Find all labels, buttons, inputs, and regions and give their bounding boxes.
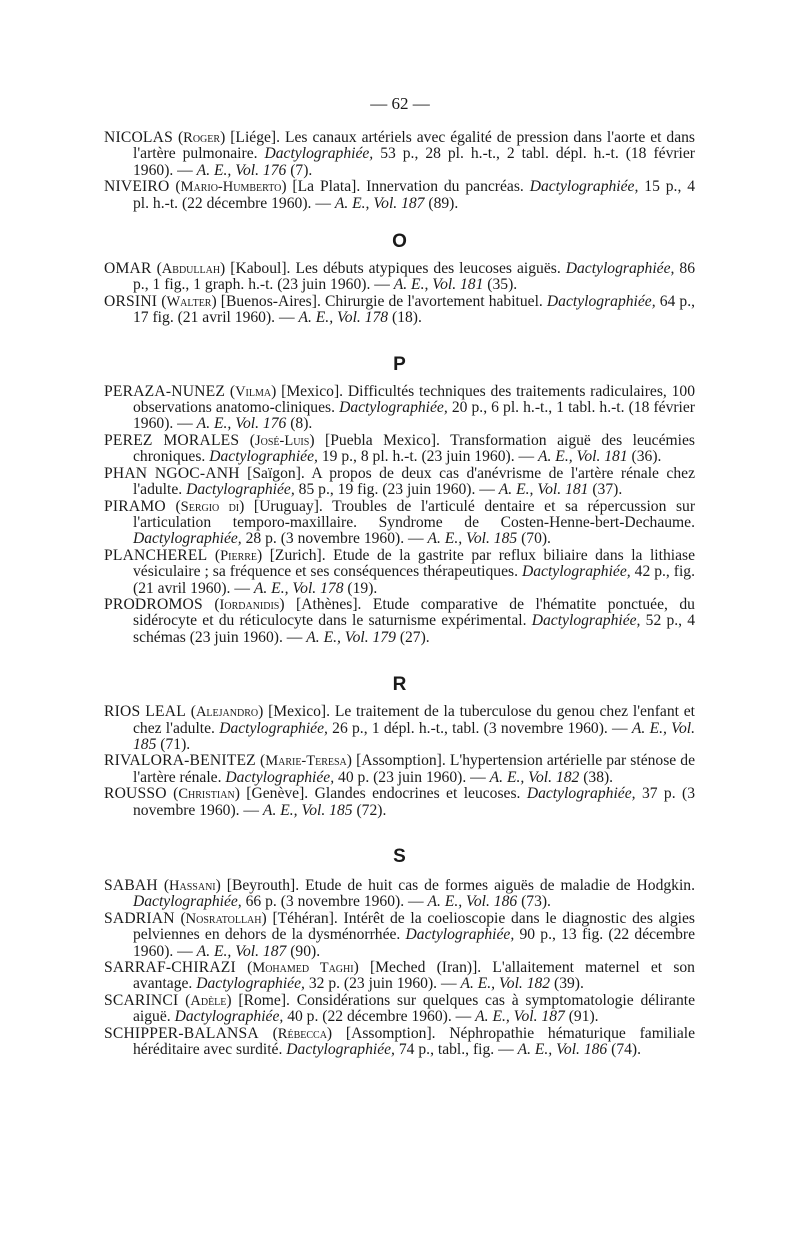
- place: Meched (Iran): [375, 959, 473, 977]
- place: Genève: [251, 785, 300, 803]
- entry-reference: A. E., Vol. 185: [133, 719, 695, 753]
- entry-number: (36).: [631, 448, 662, 466]
- entry-details: 86 p., 1 fig., 1 graph. h.-t. (23 juin 1960).: [133, 260, 696, 294]
- entry-reference: A. E., Vol. 176: [196, 161, 287, 179]
- entry-reference: A. E., Vol. 182: [460, 975, 551, 993]
- author-surname: PLANCHEREL: [104, 546, 208, 564]
- entry-number: (72).: [356, 801, 387, 819]
- place: Kaboul: [235, 260, 282, 278]
- entry-title: A propos de deux cas d'anévrisme de l'artère rénale chez l'adulte.: [133, 464, 695, 499]
- entry-journal: Dactylographiée,: [405, 926, 515, 944]
- bibliography-entry: PHAN NGOC-ANH [Saïgon]. A propos de deux cas d'anévrisme de l'artère rénale chez l'adulte. Dactylographiée, 85 p., 19 fig. (23 juin 1960). — A. E., Vol. 181 (37).: [104, 464, 695, 499]
- entry-reference: A. E., Vol. 181: [393, 276, 484, 294]
- author-surname: RIOS LEAL: [104, 703, 186, 721]
- entry-number: (7).: [290, 161, 313, 179]
- bibliography-entry: RIOS LEAL (Alejandro) [Mexico]. Le traitement de la tuberculose du genou chez l'enfant et chez l'adulte. Dactylographiée, 26 p., 1 dépl. h.-t., tabl. (3 novembre 1960). — A. E., Vol. 185 (71).: [104, 703, 695, 753]
- bibliography-entry: PLANCHEREL (Pierre) [Zurich]. Etude de la gastrite par reflux biliaire dans la lithiase vésiculaire ; sa fréquence et ses conséquences thérapeutiques. Dactylographiée, 42 p., fig. (21 avril 1960). — A. E., Vol. 178 (19).: [104, 546, 696, 597]
- entry-title: L'hypertension artérielle par sténose de l'artère rénale.: [133, 752, 696, 786]
- entry-details: 40 p. (22 décembre 1960).: [287, 1008, 452, 1026]
- place: Zurich: [274, 546, 317, 564]
- bibliography-list: [104, 130, 695, 1058]
- entry-title: Glandes endocrines et leucoses.: [314, 785, 521, 803]
- author-given-name: Mohamed Taghi: [252, 960, 354, 977]
- bibliography-entry: ORSINI (Walter) [Buenos-Aires]. Chirurgie de l'avortement habituel. Dactylographiée, 64 p., 17 fig. (21 avril 1960). — A. E., Vol. 178 (18).: [104, 292, 695, 327]
- author-given-name: Rébecca: [277, 1025, 327, 1042]
- entry-reference: A. E., Vol. 182: [489, 768, 580, 786]
- entry-details: 40 p. (23 juin 1960).: [338, 768, 467, 786]
- entry-reference: A. E., Vol. 179: [306, 628, 396, 646]
- section-n: [104, 130, 695, 212]
- entry-reference: A. E., Vol. 178: [253, 579, 344, 597]
- bibliography-entry: NICOLAS (Roger) [Liége]. Les canaux artériels avec égalité de pression dans l'aorte et dans l'artère pulmonaire. Dactylographiée, 53 p., 28 pl. h.-t., 2 tabl. dépl. h.-t. (18 février 1960). — A. E., Vol. 176 (7).: [104, 129, 695, 179]
- entry-number: (89).: [428, 194, 459, 212]
- entry-number: (37).: [592, 481, 623, 499]
- entry-journal: Dactylographiée,: [174, 1008, 284, 1026]
- entry-journal: Dactylographiée,: [219, 719, 328, 737]
- section-p: [104, 384, 695, 647]
- entry-reference: A. E., Vol. 185: [262, 801, 353, 819]
- author-given-name: Roger: [183, 130, 221, 146]
- bibliography-entry: NIVEIRO (Mario-Humberto) [La Plata]. Innervation du pancréas. Dactylographiée, 15 p., 4 pl. h.-t. (22 décembre 1960). — A. E., Vol. 187 (89).: [104, 178, 696, 212]
- entry-details: 85 p., 19 fig. (23 juin 1960).: [298, 481, 476, 499]
- section-letter-s: S: [393, 846, 406, 867]
- bibliography-entry: SABAH (Hassani) [Beyrouth]. Etude de huit cas de formes aiguës de maladie de Hodgkin. Dactylographiée, 66 p. (3 novembre 1960). — A. E., Vol. 186 (73).: [104, 877, 696, 911]
- author-surname: ORSINI: [104, 292, 158, 310]
- entry-reference: A. E., Vol. 187: [475, 1008, 565, 1026]
- author-surname: PRODROMOS: [104, 595, 203, 613]
- entry-details: 19 p., 8 pl. h.-t. (23 juin 1960).: [321, 448, 515, 466]
- entry-number: (90).: [290, 942, 321, 960]
- entry-title: Le traitement de la tuberculose du genou chez l'enfant et chez l'adulte.: [133, 703, 695, 737]
- entry-reference: A. E., Vol. 181: [537, 448, 628, 466]
- author-surname: SCHIPPER-BALANSA: [104, 1024, 259, 1042]
- place: Rome: [243, 991, 281, 1009]
- entry-number: (73).: [521, 893, 551, 911]
- entry-journal: Dactylographiée,: [531, 612, 641, 630]
- entry-reference: A. E., Vol. 187: [334, 194, 425, 212]
- author-surname: SADRIAN: [104, 909, 175, 927]
- entry-details: 42 p., fig. (21 avril 1960).: [133, 563, 696, 597]
- entry-details: 66 p. (3 novembre 1960).: [245, 893, 405, 911]
- entry-journal: Dactylographiée,: [565, 260, 675, 278]
- section-o: [104, 261, 695, 327]
- entry-details: 28 p. (3 novembre 1960).: [245, 530, 405, 548]
- entry-details: 37 p. (3 novembre 1960).: [133, 785, 696, 819]
- author-surname: PHAN NGOC-ANH: [104, 464, 240, 482]
- author-given-name: Iordanidis: [219, 596, 280, 613]
- entry-reference: A. E., Vol. 186: [517, 1041, 608, 1059]
- entry-number: (74).: [611, 1041, 642, 1059]
- entry-reference: A. E., Vol. 176: [196, 415, 287, 433]
- place: Puebla Mexico: [330, 431, 431, 449]
- place: Liége: [235, 129, 271, 146]
- entry-journal: Dactylographiée,: [133, 530, 242, 548]
- section-r: [104, 704, 695, 819]
- entry-details: 90 p., 13 fig. (22 décembre 1960).: [133, 926, 696, 960]
- entry-journal: Dactylographiée,: [264, 145, 374, 163]
- entry-reference: A. E., Vol. 181: [498, 481, 589, 499]
- entry-title: Les débuts atypiques des leucoses aiguës.: [295, 260, 561, 278]
- place: La Plata: [297, 178, 352, 196]
- bibliography-entry: OMAR (Abdullah) [Kaboul]. Les débuts atypiques des leucoses aiguës. Dactylographiée, 86 p., 1 fig., 1 graph. h.-t. (23 juin 1960). — A. E., Vol. 181 (35).: [104, 260, 696, 294]
- bibliography-entry: SARRAF-CHIRAZI (Mohamed Taghi) [Meched (Iran)]. L'allaitement maternel et son avantage. Dactylographiée, 32 p. (23 juin 1960). — A. E., Vol. 182 (39).: [104, 959, 695, 993]
- author-surname: PEREZ MORALES: [104, 431, 240, 449]
- entry-journal: Dactylographiée,: [339, 399, 448, 417]
- author-given-name: Alejandro: [195, 704, 259, 721]
- author-given-name: Adèle: [190, 992, 227, 1009]
- section-letter-p: P: [393, 353, 406, 375]
- author-surname: ROUSSO: [104, 785, 167, 803]
- entry-journal: Dactylographiée,: [196, 975, 305, 993]
- section-letter-r: R: [392, 674, 407, 696]
- author-surname: NIVEIRO: [104, 178, 170, 196]
- author-given-name: Abdullah: [161, 261, 221, 278]
- entry-reference: A. E., Vol. 187: [196, 942, 287, 960]
- entry-title: Transformation aiguë des leucémies chroniques.: [133, 431, 695, 466]
- entry-journal: Dactylographiée,: [133, 893, 242, 911]
- bibliography-entry: ROUSSO (Christian) [Genève]. Glandes endocrines et leucoses. Dactylographiée, 37 p. (3 novembre 1960). — A. E., Vol. 185 (72).: [104, 785, 696, 819]
- bibliography-entry: PIRAMO (Sergio di) [Uruguay]. Troubles de l'articulé dentaire et sa répercussion sur l'articulation temporo-maxillaire. Syndrome de Costen-Henne-bert-Dechaume. Dactylographiée, 28 p. (3 novembre 1960). — A. E., Vol. 185 (70).: [104, 497, 696, 548]
- author-surname: OMAR: [104, 260, 152, 278]
- author-surname: PERAZA-NUNEZ: [104, 382, 226, 400]
- author-given-name: José-Luis: [254, 432, 310, 449]
- bibliography-entry: PEREZ MORALES (José-Luis) [Puebla Mexico]. Transformation aiguë des leucémies chroniques. Dactylographiée, 19 p., 8 pl. h.-t. (23 juin 1960). — A. E., Vol. 181 (36).: [104, 431, 695, 466]
- entry-title: Chirurgie de l'avortement habituel.: [324, 292, 543, 310]
- section-s: [104, 878, 695, 1058]
- author-surname: SARRAF-CHIRAZI: [104, 959, 236, 977]
- author-given-name: Sergio di: [180, 498, 240, 515]
- author-given-name: Nosratollah: [185, 910, 262, 927]
- entry-number: (39).: [554, 975, 584, 993]
- entry-journal: Dactylographiée,: [529, 178, 639, 196]
- bibliography-entry: SCARINCI (Adèle) [Rome]. Considérations sur quelques cas à symptomatologie délirante aiguë. Dactylographiée, 40 p. (22 décembre 1960). — A. E., Vol. 187 (91).: [104, 991, 695, 1026]
- place: Mexico: [273, 703, 321, 721]
- entry-title: Néphropathie hématurique familiale héréditaire avec surdité.: [133, 1024, 695, 1059]
- entry-journal: Dactylographiée,: [186, 481, 295, 499]
- entry-details: 74 p., tabl., fig.: [398, 1041, 495, 1059]
- entry-details: 15 p., 4 pl. h.-t. (22 décembre 1960).: [133, 178, 696, 212]
- entry-journal: Dactylographiée,: [286, 1041, 395, 1059]
- place: Téhéran: [277, 909, 329, 927]
- author-given-name: Vilma: [235, 383, 272, 400]
- entry-number: (35).: [487, 276, 518, 294]
- place: Athènes: [301, 595, 353, 613]
- entry-title: L'allaitement maternel et son avantage.: [133, 959, 695, 993]
- page-number: — 62 —: [370, 94, 430, 113]
- section-letter-o: O: [392, 231, 407, 253]
- entry-reference: A. E., Vol. 178: [298, 309, 389, 327]
- entry-number: (19).: [347, 579, 378, 597]
- entry-number: (27).: [399, 628, 430, 646]
- place: Buenos-Aires: [225, 292, 312, 310]
- entry-details: 20 p., 6 pl. h.-t., 1 tabl. h.-t. (18 février 1960).: [133, 399, 696, 433]
- author-surname: RIVALORA-BENITEZ: [104, 752, 256, 770]
- author-given-name: Mario-Humberto: [180, 179, 282, 196]
- entry-number: (8).: [290, 415, 313, 433]
- entry-title: Etude comparative de l'hématite ponctuée, du sidérocyte et du réticulocyte dans le saturnisme expérimental.: [133, 595, 695, 630]
- entry-number: (18).: [392, 309, 422, 327]
- author-surname: SABAH: [104, 877, 158, 894]
- place: Beyrouth: [231, 877, 291, 894]
- entry-reference: A. E., Vol. 186: [427, 893, 518, 911]
- entry-number: (71).: [160, 735, 191, 753]
- author-given-name: Walter: [166, 293, 212, 310]
- place: Mexico: [286, 382, 334, 400]
- author-surname: SCARINCI: [104, 991, 179, 1009]
- entry-reference: A. E., Vol. 185: [427, 530, 518, 548]
- bibliography-entry: SADRIAN (Nosratollah) [Téhéran]. Intérêt de la coelioscopie dans le diagnostic des algies pelviennes en dehors de la dysménorrhée. Dactylographiée, 90 p., 13 fig. (22 décembre 1960). — A. E., Vol. 187 (90).: [104, 909, 696, 960]
- entry-details: 53 p., 28 pl. h.-t., 2 tabl. dépl. h.-t. (18 février 1960).: [133, 145, 695, 179]
- entry-title: Etude de huit cas de formes aiguës de maladie de Hodgkin.: [305, 877, 696, 894]
- entry-journal: Dactylographiée,: [209, 448, 318, 466]
- entry-title: Troubles de l'articulé dentaire et sa répercussion sur l'articulation temporo-maxillaire. Syndrome de Costen-Henne-bert-Dechaume.: [133, 497, 696, 531]
- author-given-name: Christian: [178, 786, 235, 803]
- bibliography-entry: RIVALORA-BENITEZ (Marie-Teresa) [Assomption]. L'hypertension artérielle par sténose de l'artère rénale. Dactylographiée, 40 p. (23 juin 1960). — A. E., Vol. 182 (38).: [104, 752, 696, 786]
- entry-title: Difficultés techniques des traitements radiculaires, 100 observations anatomo-cliniques.: [133, 382, 695, 417]
- entry-number: (91).: [568, 1008, 599, 1026]
- author-surname: PIRAMO: [104, 497, 166, 515]
- entry-details: 52 p., 4 schémas (23 juin 1960).: [133, 612, 696, 646]
- entry-title: Les canaux artériels avec égalité de pression dans l'aorte et dans l'artère pulmonaire.: [133, 129, 695, 163]
- place: Assomption: [361, 752, 437, 770]
- entry-journal: Dactylographiée,: [526, 785, 636, 803]
- author-surname: NICOLAS: [104, 129, 173, 146]
- place: Assomption: [351, 1024, 427, 1042]
- entry-journal: Dactylographiée,: [521, 563, 631, 581]
- place: Uruguay: [259, 497, 314, 515]
- entry-journal: Dactylographiée,: [225, 768, 335, 786]
- entry-journal: Dactylographiée,: [546, 292, 656, 310]
- bibliography-entry: PERAZA-NUNEZ (Vilma) [Mexico]. Difficultés techniques des traitements radiculaires, 100 observations anatomo-cliniques. Dactylographiée, 20 p., 6 pl. h.-t., 1 tabl. h.-t. (18 février 1960). — A. E., Vol. 176 (8).: [104, 382, 696, 433]
- bibliography-entry: PRODROMOS (Iordanidis) [Athènes]. Etude comparative de l'hématite ponctuée, du sidérocyte et du réticulocyte dans le saturnisme expérimental. Dactylographiée, 52 p., 4 schémas (23 juin 1960). — A. E., Vol. 179 (27).: [104, 595, 696, 646]
- entry-details: 32 p. (23 juin 1960).: [308, 975, 438, 993]
- entry-details: 26 p., 1 dépl. h.-t., tabl. (3 novembre 1960).: [332, 719, 608, 737]
- entry-title: Considérations sur quelques cas à symptomatologie délirante aiguë.: [133, 991, 695, 1026]
- entry-number: (70).: [521, 530, 551, 548]
- author-given-name: Hassani: [169, 878, 216, 894]
- author-given-name: Pierre: [220, 547, 258, 564]
- entry-title: Intérêt de la coelioscopie dans le diagnostic des algies pelviennes en dehors de la dysménorrhée.: [133, 909, 695, 944]
- bibliography-entry: SCHIPPER-BALANSA (Rébecca) [Assomption]. Néphropathie hématurique familiale héréditaire avec surdité. Dactylographiée, 74 p., tabl., fig. — A. E., Vol. 186 (74).: [104, 1024, 695, 1059]
- entry-title: Etude de la gastrite par reflux biliaire dans la lithiase vésiculaire ; sa fréquence et ses conséquences thérapeutiques.: [133, 546, 695, 581]
- author-given-name: Marie-Teresa: [265, 753, 347, 770]
- place: Saïgon: [252, 464, 296, 482]
- entry-details: 64 p., 17 fig. (21 avril 1960).: [133, 292, 695, 327]
- entry-number: (38).: [583, 768, 614, 786]
- entry-title: Innervation du pancréas.: [366, 178, 524, 196]
